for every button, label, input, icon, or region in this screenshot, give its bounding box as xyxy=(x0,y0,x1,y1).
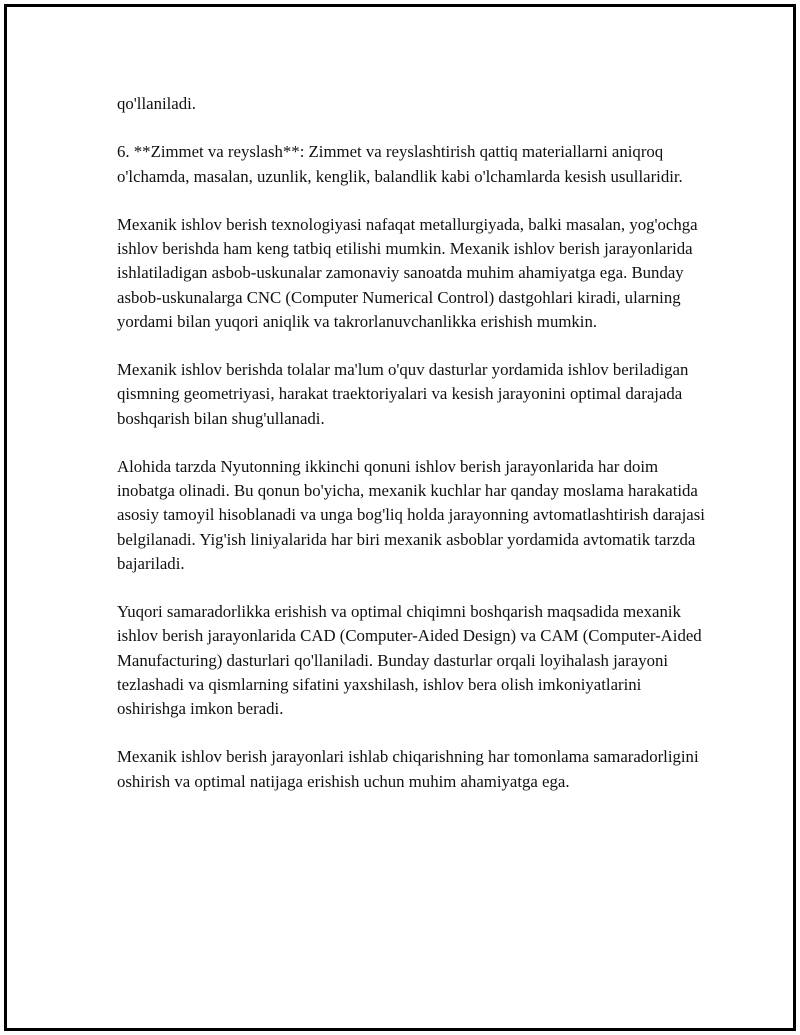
paragraph-programs: Mexanik ishlov berishda tolalar ma'lum o'quv dasturlar yordamida ishlov beriladigan qismning geometriyasi, harakat traektoriyalari va kesish jarayonini optimal darajada boshqarish bilan shug'ullanadi. xyxy=(117,360,689,428)
paragraph-zimmet-reyslash: 6. **Zimmet va reyslash**: Zimmet va reyslashtirish qattiq materiallarni aniqroq o'lchamda, masalan, uzunlik, kenglik, balandlik kabi o'lchamlarda kesish usullaridir. xyxy=(117,142,683,186)
document-body xyxy=(117,92,707,818)
paragraph-cad-cam: Yuqori samaradorlikka erishish va optimal chiqimni boshqarish maqsadida mexanik ishlov berish jarayonlarida CAD (Computer-Aided Design) va CAM (Computer-Aided Manufacturing) dasturlari qo'llaniladi. Bunday dasturlar orqali loyihalash jarayoni tezlashadi va qismlarning sifatini yaxshilash, ishlov bera olish imkoniyatlarini oshirishga imkon beradi. xyxy=(117,602,702,718)
paragraph-technology: Mexanik ishlov berish texnologiyasi nafaqat metallurgiyada, balki masalan, yog'ochga ishlov berishda ham keng tatbiq etilishi mumkin. Mexanik ishlov berish jarayonlarida ishlatiladigan asbob-uskunalar zamonaviy sanoatda muhim ahamiyatga ega. Bunday asbob-uskunalarga CNC (Computer Numerical Control) dastgohlari kiradi, ularning yordami bilan yuqori aniqlik va takrorlanuvchanlikka erishish mumkin. xyxy=(117,214,698,331)
paragraph-conclusion: Mexanik ishlov berish jarayonlari ishlab chiqarishning har tomonlama samaradorligini oshirish va optimal natijaga erishish uchun muhim ahamiyatga ega. xyxy=(117,747,699,791)
paragraph-continuation: qo'llaniladi. xyxy=(117,94,196,113)
paragraph-newton-law: Alohida tarzda Nyutonning ikkinchi qonuni ishlov berish jarayonlarida har doim inobatga olinadi. Bu qonun bo'yicha, mexanik kuchlar har qanday moslama harakatida asosiy tamoyil hisoblanadi va unga bog'liq holda jarayonning avtomatlashtirish darajasi belgilanadi. Yig'ish liniyalarida har biri mexanik asboblar yordamida avtomatik tarzda bajariladi. xyxy=(117,456,705,573)
